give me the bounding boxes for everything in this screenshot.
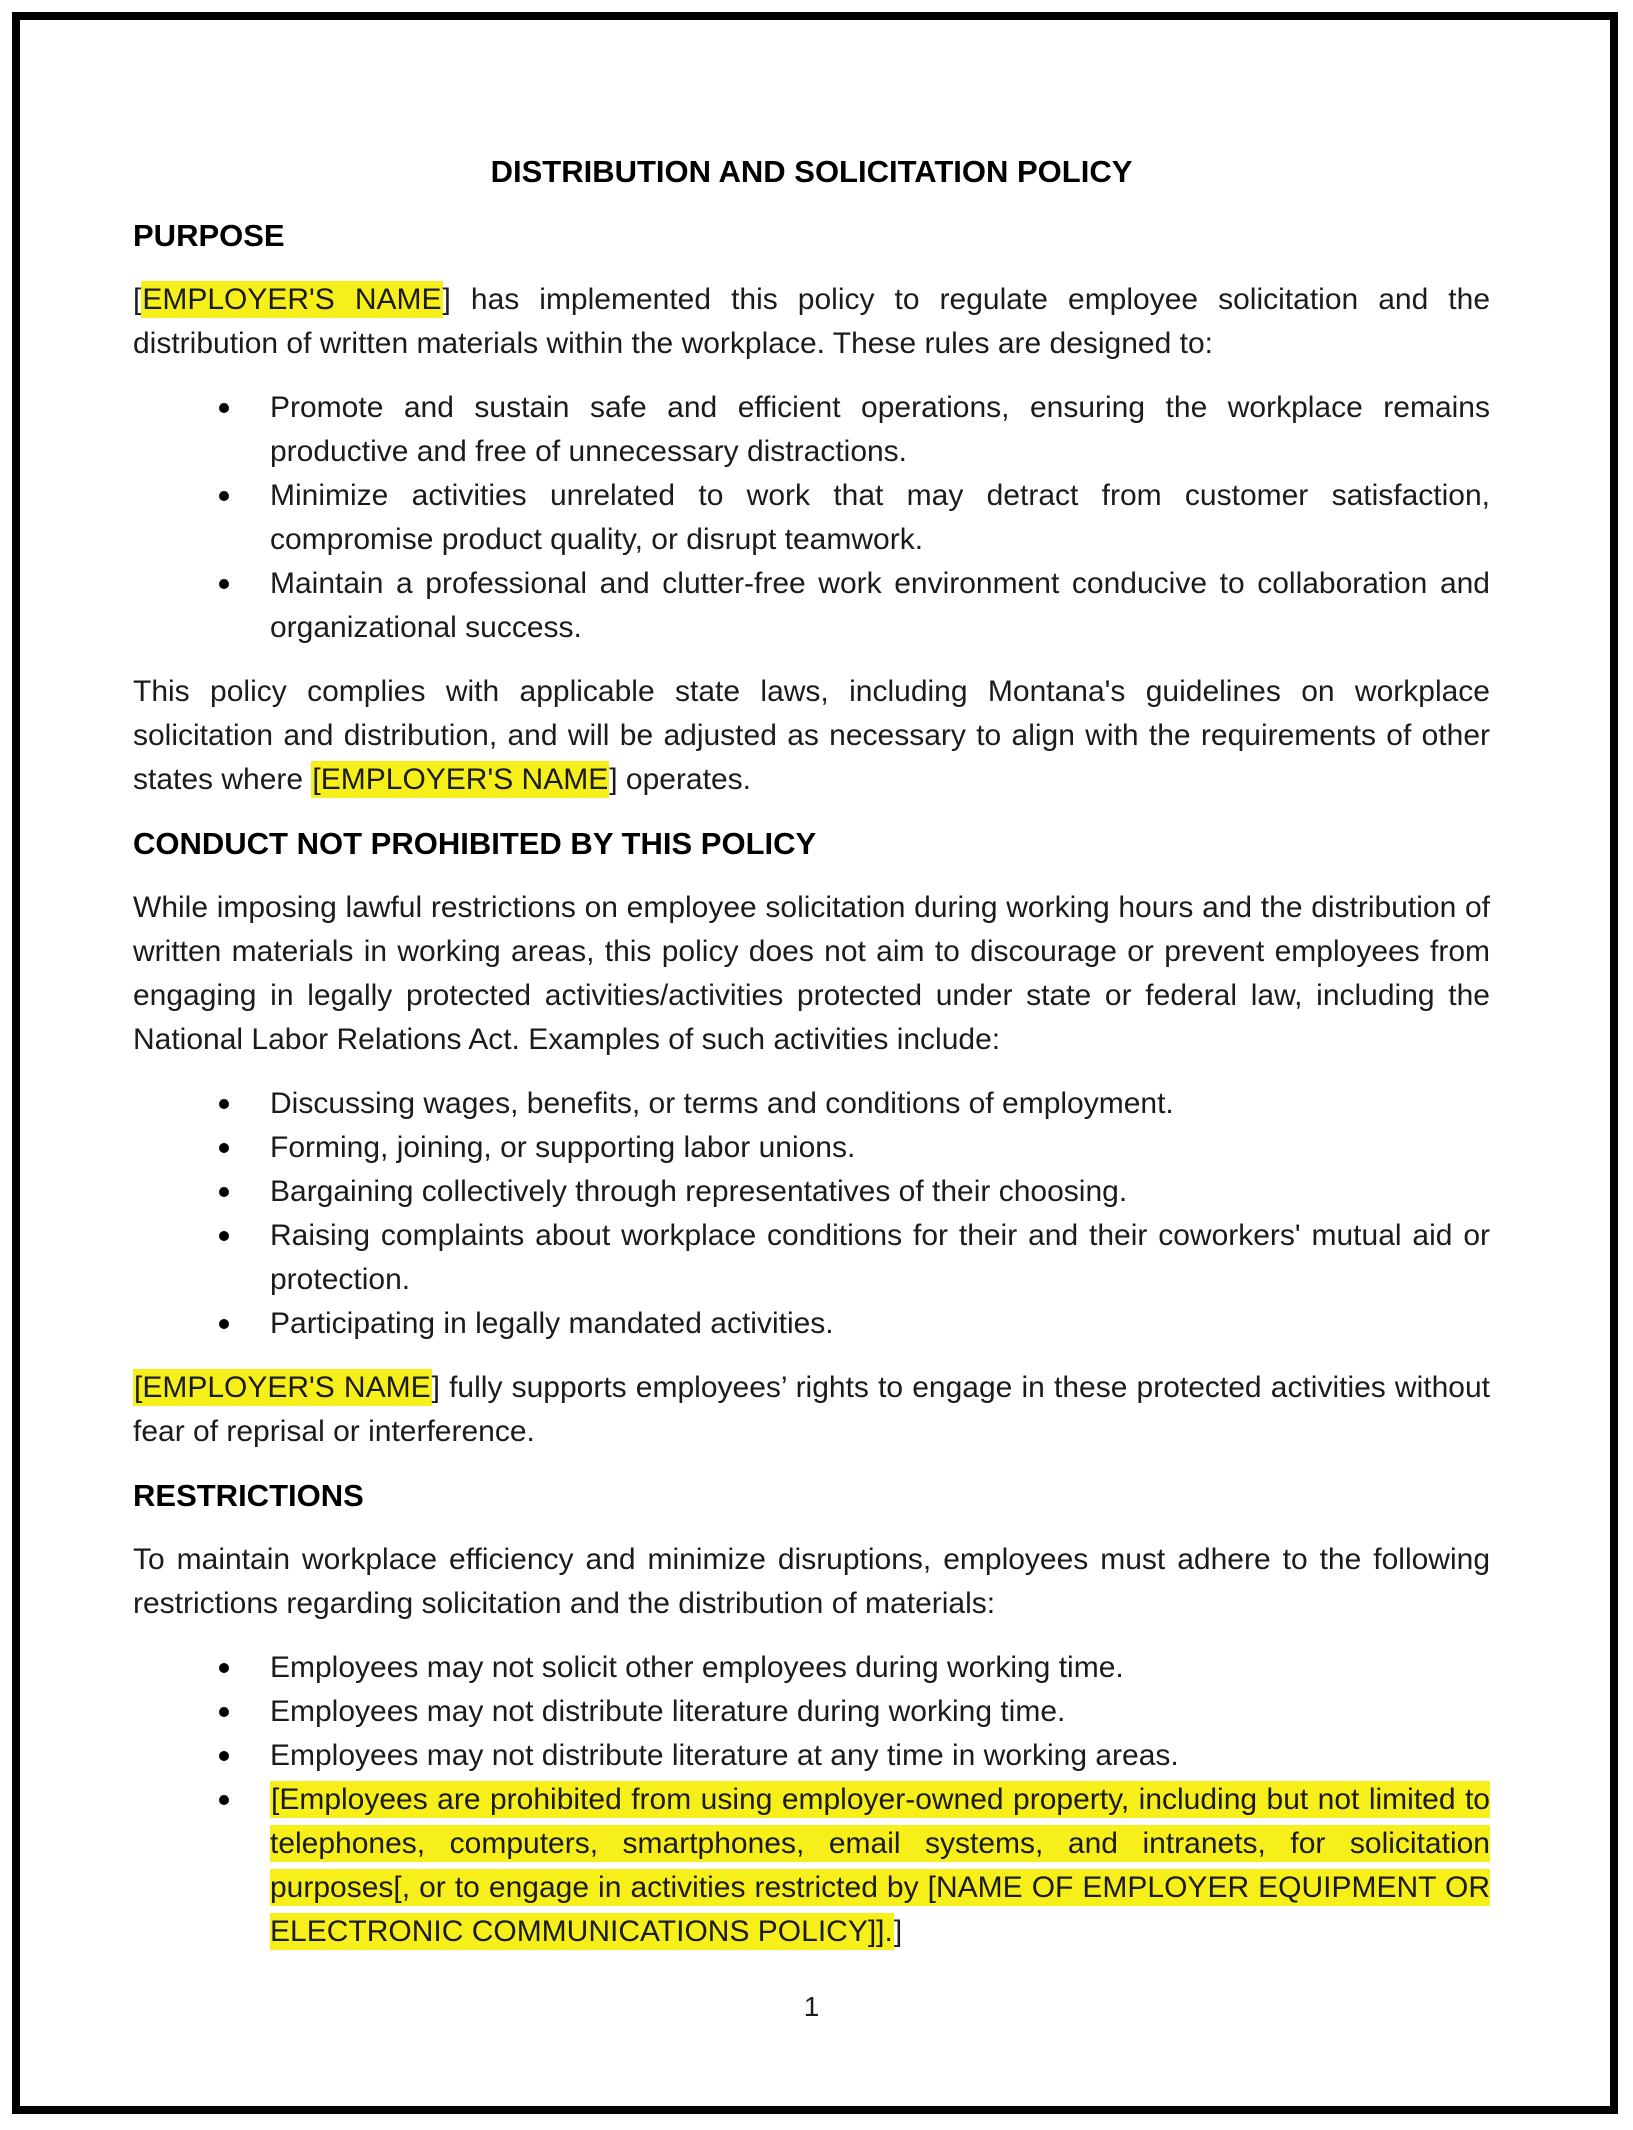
list-item: Minimize activities unrelated to work that may detract from customer satisfaction, compromise product quality, or disrupt teamwork. <box>133 474 1490 562</box>
section-heading-restrictions: RESTRICTIONS <box>133 1478 364 1513</box>
restrictions-bullet-list <box>133 1646 1490 1954</box>
list-item: Bargaining collectively through representatives of their choosing. <box>133 1170 1490 1214</box>
list-item: Participating in legally mandated activities. <box>133 1302 1490 1346</box>
employer-name-placeholder: [EMPLOYER'S NAME <box>312 763 609 796</box>
list-item: Promote and sustain safe and efficient operations, ensuring the workplace remains productive and free of unnecessary distractions. <box>133 386 1490 474</box>
text-run: ] <box>893 1915 903 1948</box>
employer-name-placeholder: EMPLOYER'S NAME <box>142 283 442 316</box>
list-item: Employees may not distribute literature at any time in working areas. <box>133 1734 1490 1778</box>
list-item: Maintain a professional and clutter-free work environment conducive to collaboration and organizational success. <box>133 562 1490 650</box>
text-run: ] has implemented this policy to regulate employee solicitation and the distribution of written materials within the workplace. These rules are designed to: <box>133 283 1491 360</box>
list-item: Employees may not solicit other employees during working time. <box>133 1646 1490 1690</box>
list-item: Forming, joining, or supporting labor unions. <box>133 1126 1490 1170</box>
purpose-bullet-list <box>133 386 1490 650</box>
compliance-paragraph <box>133 670 1490 802</box>
list-item: Discussing wages, benefits, or terms and conditions of employment. <box>133 1082 1490 1126</box>
list-item: Raising complaints about workplace conditions for their and their coworkers' mutual aid or protection. <box>133 1214 1490 1302</box>
section-heading-conduct: CONDUCT NOT PROHIBITED BY THIS POLICY <box>133 826 817 861</box>
restrictions-intro-paragraph: To maintain workplace efficiency and minimize disruptions, employees must adhere to the following restrictions regarding solicitation and the distribution of materials: <box>133 1543 1490 1620</box>
page-number: 1 <box>803 1991 820 2022</box>
text-run: ] operates. <box>609 763 751 796</box>
prohibited-use-placeholder: [Employees are prohibited from using employer-owned property, including but not limited to telephones, computers, smartphones, email systems, and intranets, for solicitation purposes[, or to engage in activities restricted by [NAME OF EMPLOYER EQUIPMENT OR ELECTRONIC COMMUNICATIONS POLICY]]. <box>270 1783 1490 1948</box>
text-run: ] fully supports employees’ rights to engage in these protected activities without fear of reprisal or interference. <box>133 1371 1490 1448</box>
supports-paragraph <box>133 1366 1490 1454</box>
text-run: This policy complies with applicable state laws, including Montana's guidelines on workplace solicitation and distribution, and will be adjusted as necessary to align with the requirements of other states where <box>133 675 1490 796</box>
conduct-bullet-list <box>133 1082 1490 1346</box>
section-heading-purpose: PURPOSE <box>133 218 285 253</box>
list-item <box>133 1778 1490 1954</box>
employer-name-placeholder: [EMPLOYER'S NAME <box>134 1371 431 1404</box>
text-run: [ <box>133 283 142 316</box>
doc-title: DISTRIBUTION AND SOLICITATION POLICY <box>490 154 1133 189</box>
purpose-intro-paragraph <box>133 278 1490 366</box>
conduct-intro-paragraph: While imposing lawful restrictions on employee solicitation during working hours and the distribution of written materials in working areas, this policy does not aim to discourage or prevent employees from engaging in legally protected activities/activities protected under state or federal law, including the National Labor Relations Act. Examples of such activities include: <box>133 891 1490 1056</box>
document-page <box>133 150 1490 1974</box>
list-item: Employees may not distribute literature during working time. <box>133 1690 1490 1734</box>
